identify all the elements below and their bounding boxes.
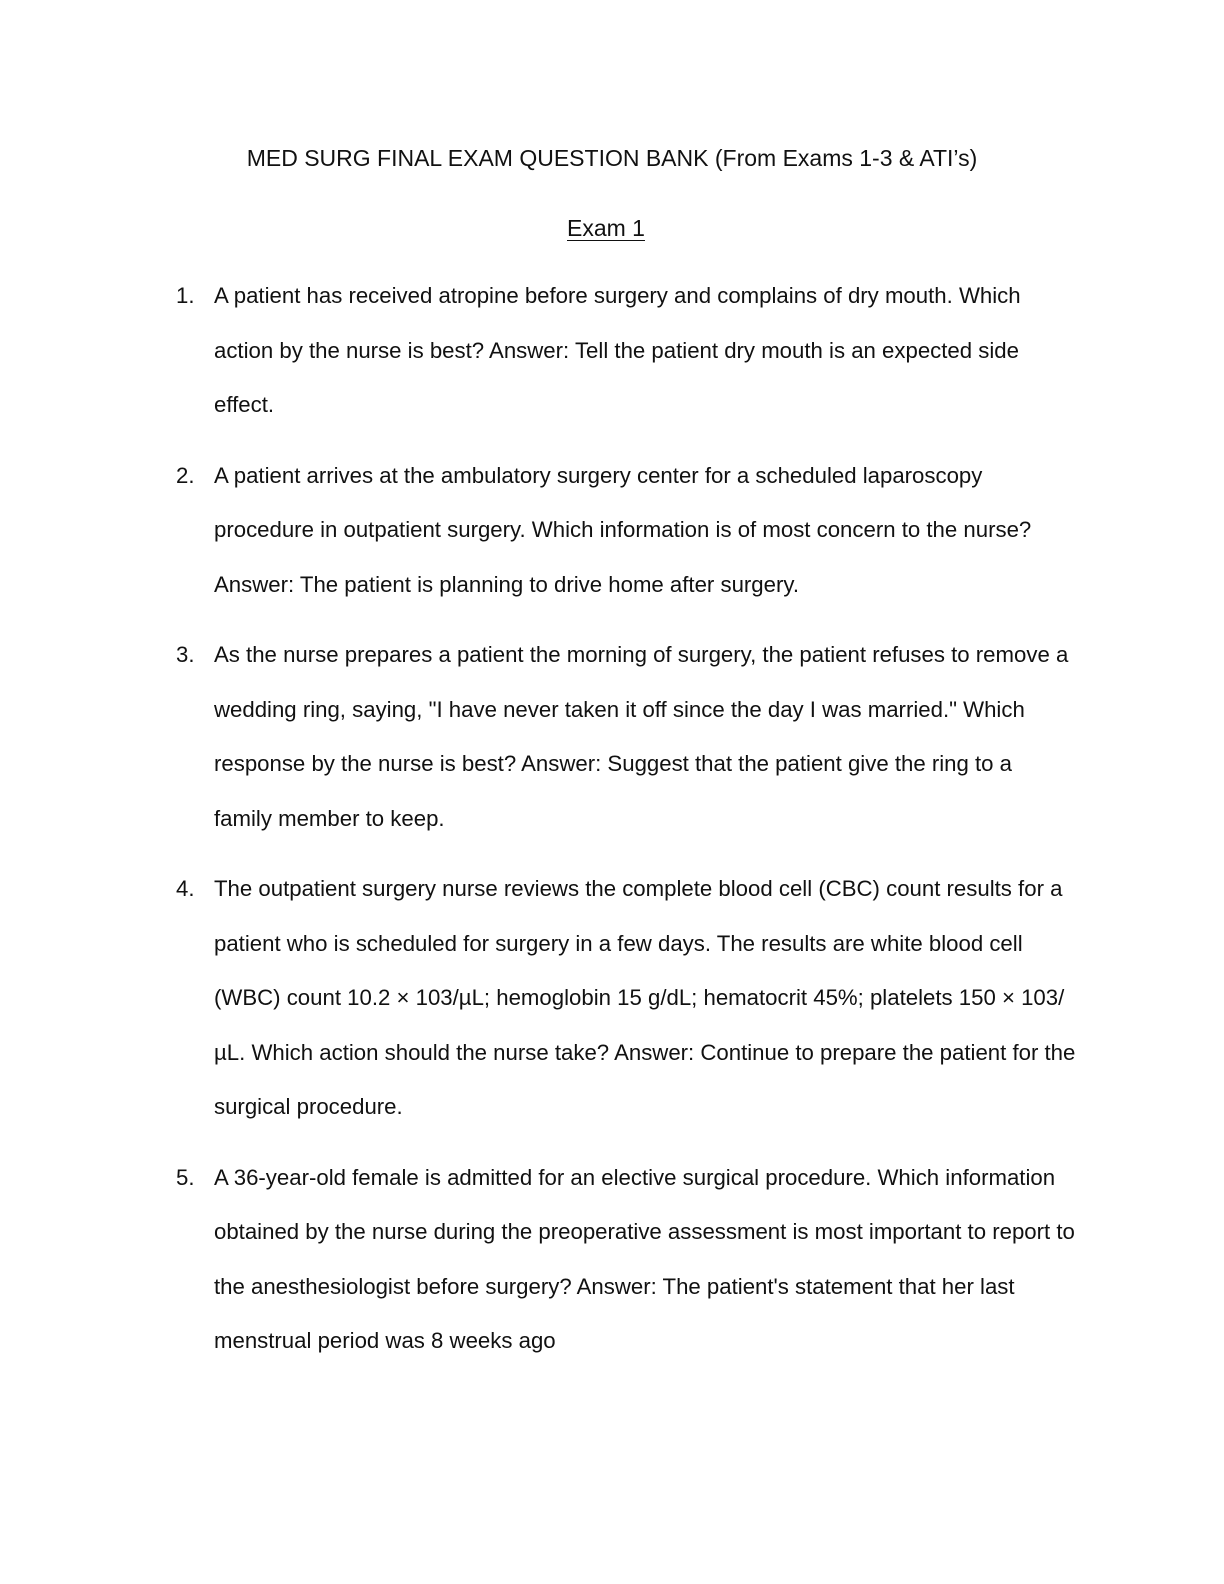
question-number: 5. [176, 1164, 195, 1190]
question-item-3 [176, 628, 1076, 846]
question-item-2 [176, 449, 1076, 613]
question-number: 1. [176, 283, 195, 308]
question-text: A patient arrives at the ambulatory surgery center for a scheduled laparoscopy procedure in outpatient surgery. Which information is of most concern to the nurse? Answer: The patient is planning to drive home after surgery. [214, 462, 1032, 597]
question-list [176, 269, 1076, 1385]
document-title: MED SURG FINAL EXAM QUESTION BANK (From Exams 1-3 & ATI’s) [246, 145, 978, 171]
question-item-4 [176, 862, 1076, 1135]
question-text: A 36-year-old female is admitted for an elective surgical procedure. Which information obtained by the nurse during the preoperative assessment is most important to report to the anesthesiologist before surgery? Answer: The patient's statement that her last menstrual period was 8 weeks ago [214, 1164, 1075, 1353]
section-heading-exam-1: Exam 1 [567, 215, 645, 241]
question-text: A patient has received atropine before surgery and complains of dry mouth. Which action by the nurse is best? Answer: Tell the patient dry mouth is an expected side effect. [214, 283, 1021, 417]
question-number: 3. [176, 642, 195, 667]
question-text: As the nurse prepares a patient the morning of surgery, the patient refuses to remove a wedding ring, saying, "I have never taken it off since the day I was married." Which response by the nurse is best? Answer: Suggest that the patient give the ring to a family member to keep. [214, 642, 1069, 831]
question-text: The outpatient surgery nurse reviews the complete blood cell (CBC) count results for a patient who is scheduled for surgery in a few days. The results are white blood cell (WBC) count 10.2 × 103/µL; hemoglobin 15 g/dL; hematocrit 45%; platelets 150 × 103/µL. Which action should the nurse take? Answer: Continue to prepare the patient for the surgical procedure. [214, 876, 1076, 1119]
question-number: 4. [176, 876, 195, 901]
question-item-1 [176, 269, 1076, 433]
question-number: 2. [176, 462, 195, 488]
question-item-5 [176, 1151, 1076, 1369]
